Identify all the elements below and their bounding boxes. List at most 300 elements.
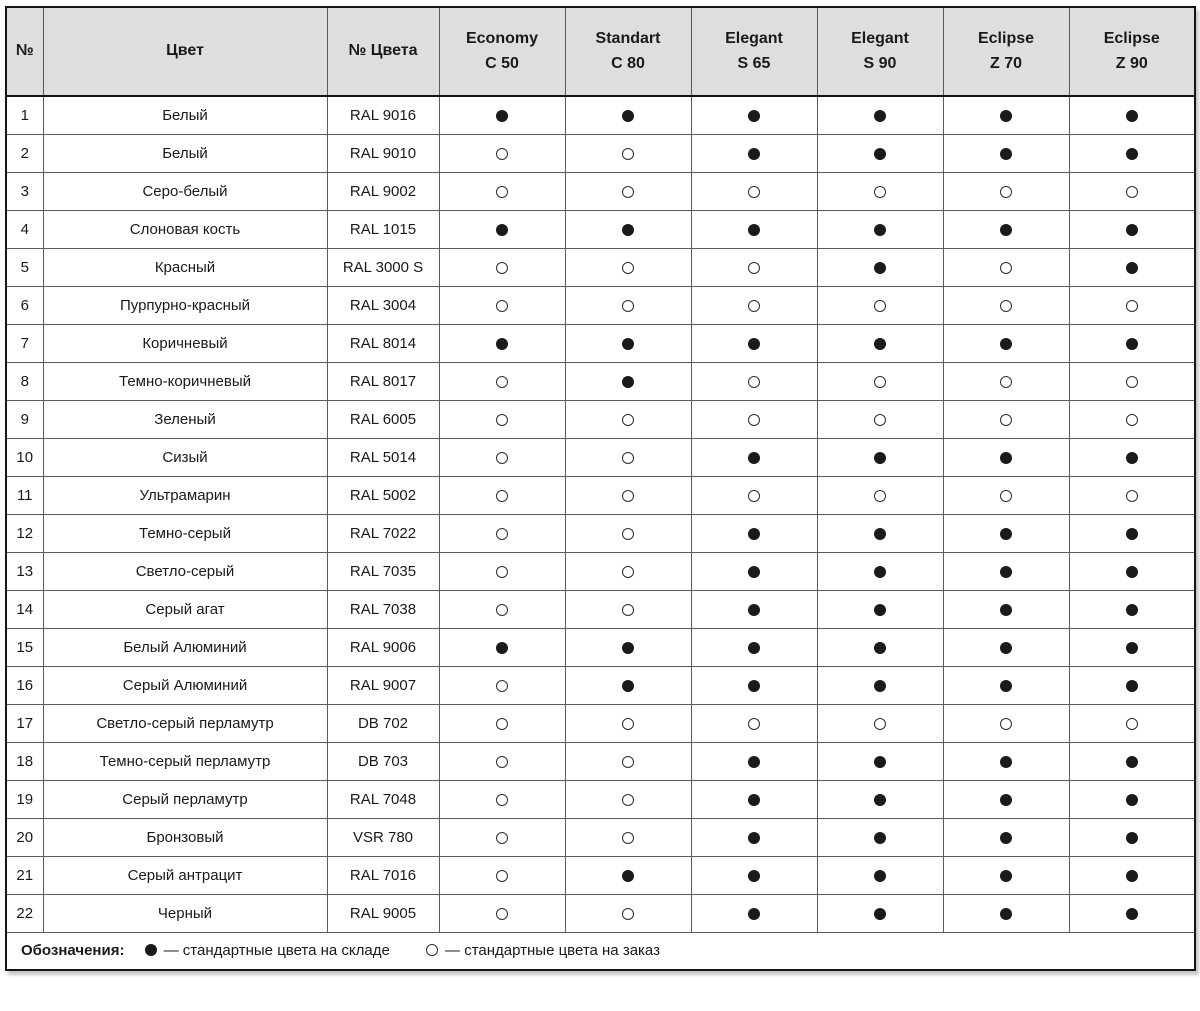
- availability-cell: [565, 134, 691, 172]
- availability-dot: [874, 528, 886, 540]
- color-name: Серый Алюминий: [43, 666, 327, 704]
- availability-dot: [874, 224, 886, 236]
- availability-cell: [439, 666, 565, 704]
- availability-dot: [748, 794, 760, 806]
- availability-dot: [496, 224, 508, 236]
- product-column-header: [1069, 7, 1195, 96]
- availability-dot: [748, 908, 760, 920]
- legend: [6, 932, 1195, 970]
- availability-cell: [817, 134, 943, 172]
- availability-cell: [1069, 666, 1195, 704]
- availability-dot: [622, 300, 634, 312]
- availability-cell: [943, 476, 1069, 514]
- color-code: RAL 8014: [327, 324, 439, 362]
- availability-dot: [874, 680, 886, 692]
- availability-cell: [1069, 324, 1195, 362]
- table-row: [6, 590, 1195, 628]
- color-name: Серый агат: [43, 590, 327, 628]
- availability-cell: [691, 286, 817, 324]
- availability-dot: [1000, 490, 1012, 502]
- availability-cell: [691, 590, 817, 628]
- availability-cell: [1069, 780, 1195, 818]
- col-header-color-num: № Цвета: [327, 7, 439, 96]
- availability-cell: [943, 628, 1069, 666]
- product-model: C 80: [611, 54, 645, 72]
- availability-cell: [817, 552, 943, 590]
- availability-cell: [817, 324, 943, 362]
- availability-dot: [874, 490, 886, 502]
- availability-cell: [565, 286, 691, 324]
- color-code: RAL 9010: [327, 134, 439, 172]
- hollow-dot-icon: [426, 944, 438, 956]
- color-code: RAL 7035: [327, 552, 439, 590]
- availability-dot: [622, 414, 634, 426]
- availability-cell: [565, 400, 691, 438]
- availability-dot: [1126, 908, 1138, 920]
- availability-dot: [1126, 642, 1138, 654]
- filled-dot-icon: [145, 944, 157, 956]
- color-name: Пурпурно-красный: [43, 286, 327, 324]
- availability-dot: [874, 414, 886, 426]
- availability-dot: [1126, 224, 1138, 236]
- availability-dot: [1126, 680, 1138, 692]
- color-name: Серый перламутр: [43, 780, 327, 818]
- availability-dot: [496, 338, 508, 350]
- availability-cell: [439, 134, 565, 172]
- availability-cell: [943, 172, 1069, 210]
- availability-dot: [748, 452, 760, 464]
- availability-cell: [565, 666, 691, 704]
- availability-dot: [622, 186, 634, 198]
- availability-dot: [748, 756, 760, 768]
- availability-dot: [496, 794, 508, 806]
- availability-cell: [817, 780, 943, 818]
- availability-cell: [1069, 856, 1195, 894]
- availability-cell: [439, 818, 565, 856]
- availability-dot: [622, 908, 634, 920]
- availability-dot: [622, 680, 634, 692]
- color-code: RAL 9002: [327, 172, 439, 210]
- table-row: [6, 742, 1195, 780]
- row-number: 8: [6, 362, 43, 400]
- availability-cell: [1069, 172, 1195, 210]
- availability-dot: [622, 262, 634, 274]
- availability-dot: [1126, 414, 1138, 426]
- color-name: Белый: [43, 96, 327, 134]
- availability-cell: [565, 628, 691, 666]
- availability-cell: [565, 780, 691, 818]
- table-row: [6, 248, 1195, 286]
- availability-cell: [691, 210, 817, 248]
- availability-dot: [1000, 642, 1012, 654]
- availability-dot: [1126, 794, 1138, 806]
- availability-dot: [1000, 528, 1012, 540]
- availability-cell: [691, 628, 817, 666]
- availability-cell: [565, 172, 691, 210]
- availability-cell: [817, 704, 943, 742]
- availability-cell: [817, 286, 943, 324]
- availability-dot: [622, 110, 634, 122]
- availability-cell: [943, 96, 1069, 134]
- color-name: Темно-серый перламутр: [43, 742, 327, 780]
- row-number: 22: [6, 894, 43, 932]
- color-name: Белый Алюминий: [43, 628, 327, 666]
- availability-cell: [439, 400, 565, 438]
- availability-dot: [748, 604, 760, 616]
- availability-cell: [817, 856, 943, 894]
- availability-dot: [874, 148, 886, 160]
- availability-dot: [622, 490, 634, 502]
- color-name: Коричневый: [43, 324, 327, 362]
- table-row: [6, 818, 1195, 856]
- color-name: Сизый: [43, 438, 327, 476]
- availability-dot: [496, 604, 508, 616]
- color-code: RAL 8017: [327, 362, 439, 400]
- availability-dot: [748, 490, 760, 502]
- availability-cell: [943, 780, 1069, 818]
- availability-dot: [1000, 680, 1012, 692]
- color-name: Бронзовый: [43, 818, 327, 856]
- availability-cell: [691, 894, 817, 932]
- availability-cell: [1069, 704, 1195, 742]
- row-number: 15: [6, 628, 43, 666]
- availability-cell: [1069, 362, 1195, 400]
- availability-cell: [943, 742, 1069, 780]
- table-row: [6, 172, 1195, 210]
- availability-cell: [565, 894, 691, 932]
- availability-dot: [622, 870, 634, 882]
- availability-dot: [874, 376, 886, 388]
- availability-dot: [622, 566, 634, 578]
- availability-cell: [817, 476, 943, 514]
- availability-dot: [496, 186, 508, 198]
- availability-dot: [1126, 566, 1138, 578]
- availability-dot: [1126, 300, 1138, 312]
- availability-dot: [748, 338, 760, 350]
- availability-dot: [1126, 718, 1138, 730]
- table-row: [6, 666, 1195, 704]
- color-name: Ультрамарин: [43, 476, 327, 514]
- availability-cell: [565, 324, 691, 362]
- row-number: 1: [6, 96, 43, 134]
- availability-cell: [1069, 590, 1195, 628]
- color-code: DB 702: [327, 704, 439, 742]
- availability-cell: [943, 590, 1069, 628]
- availability-dot: [1126, 756, 1138, 768]
- row-number: 13: [6, 552, 43, 590]
- availability-cell: [565, 742, 691, 780]
- availability-dot: [496, 148, 508, 160]
- availability-dot: [496, 718, 508, 730]
- availability-cell: [943, 666, 1069, 704]
- availability-cell: [943, 400, 1069, 438]
- availability-cell: [565, 210, 691, 248]
- product-name: Standart: [595, 29, 661, 47]
- availability-dot: [748, 566, 760, 578]
- availability-cell: [943, 552, 1069, 590]
- product-model: S 65: [737, 54, 771, 72]
- availability-dot: [1000, 300, 1012, 312]
- table-row: [6, 210, 1195, 248]
- availability-cell: [691, 856, 817, 894]
- product-model: C 50: [485, 54, 519, 72]
- availability-dot: [622, 338, 634, 350]
- availability-cell: [439, 628, 565, 666]
- table-row: [6, 704, 1195, 742]
- availability-cell: [943, 704, 1069, 742]
- availability-cell: [817, 742, 943, 780]
- table-row: [6, 362, 1195, 400]
- table-row: [6, 552, 1195, 590]
- availability-cell: [691, 552, 817, 590]
- availability-cell: [1069, 818, 1195, 856]
- product-column-header: [439, 7, 565, 96]
- availability-cell: [817, 210, 943, 248]
- availability-cell: [817, 400, 943, 438]
- availability-dot: [874, 604, 886, 616]
- availability-dot: [1000, 870, 1012, 882]
- color-name: Светло-серый перламутр: [43, 704, 327, 742]
- table-row: [6, 324, 1195, 362]
- color-code: RAL 7048: [327, 780, 439, 818]
- table-row: [6, 894, 1195, 932]
- availability-cell: [565, 248, 691, 286]
- color-code: RAL 1015: [327, 210, 439, 248]
- availability-cell: [691, 96, 817, 134]
- availability-dot: [1000, 338, 1012, 350]
- availability-dot: [1126, 604, 1138, 616]
- availability-dot: [748, 642, 760, 654]
- col-header-num: №: [6, 7, 43, 96]
- availability-dot: [1126, 186, 1138, 198]
- availability-dot: [1126, 832, 1138, 844]
- availability-dot: [748, 832, 760, 844]
- table-row: [6, 628, 1195, 666]
- table-row: [6, 438, 1195, 476]
- color-code: RAL 9006: [327, 628, 439, 666]
- row-number: 2: [6, 134, 43, 172]
- availability-cell: [1069, 476, 1195, 514]
- availability-dot: [1126, 528, 1138, 540]
- availability-dot: [748, 186, 760, 198]
- availability-cell: [1069, 210, 1195, 248]
- color-code: RAL 9016: [327, 96, 439, 134]
- availability-dot: [1126, 110, 1138, 122]
- product-model: Z 70: [989, 54, 1022, 72]
- availability-cell: [1069, 286, 1195, 324]
- availability-dot: [496, 300, 508, 312]
- legend-label: Обозначения:: [21, 942, 125, 960]
- color-name: Красный: [43, 248, 327, 286]
- availability-cell: [439, 362, 565, 400]
- availability-cell: [439, 894, 565, 932]
- availability-cell: [691, 134, 817, 172]
- color-code: RAL 5014: [327, 438, 439, 476]
- availability-dot: [748, 376, 760, 388]
- availability-dot: [874, 262, 886, 274]
- availability-cell: [943, 514, 1069, 552]
- availability-cell: [691, 514, 817, 552]
- availability-dot: [496, 832, 508, 844]
- availability-dot: [1000, 566, 1012, 578]
- row-number: 7: [6, 324, 43, 362]
- col-header-color: Цвет: [43, 7, 327, 96]
- availability-cell: [943, 248, 1069, 286]
- availability-dot: [1126, 262, 1138, 274]
- availability-cell: [691, 780, 817, 818]
- availability-dot: [622, 528, 634, 540]
- availability-cell: [439, 704, 565, 742]
- row-number: 5: [6, 248, 43, 286]
- color-name: Слоновая кость: [43, 210, 327, 248]
- availability-cell: [817, 248, 943, 286]
- color-availability-table: [5, 6, 1196, 971]
- availability-dot: [874, 452, 886, 464]
- availability-dot: [622, 642, 634, 654]
- color-name: Черный: [43, 894, 327, 932]
- availability-dot: [748, 680, 760, 692]
- row-number: 3: [6, 172, 43, 210]
- availability-dot: [748, 528, 760, 540]
- availability-dot: [622, 604, 634, 616]
- availability-cell: [943, 210, 1069, 248]
- availability-dot: [496, 756, 508, 768]
- color-code: RAL 9005: [327, 894, 439, 932]
- availability-dot: [874, 832, 886, 844]
- availability-cell: [1069, 742, 1195, 780]
- availability-dot: [748, 300, 760, 312]
- availability-cell: [1069, 134, 1195, 172]
- availability-dot: [1000, 794, 1012, 806]
- availability-dot: [496, 528, 508, 540]
- availability-dot: [496, 452, 508, 464]
- availability-cell: [817, 818, 943, 856]
- availability-dot: [1000, 832, 1012, 844]
- color-name: Темно-коричневый: [43, 362, 327, 400]
- availability-cell: [439, 438, 565, 476]
- row-number: 9: [6, 400, 43, 438]
- availability-cell: [1069, 438, 1195, 476]
- availability-cell: [565, 362, 691, 400]
- product-name: Elegant: [851, 29, 909, 47]
- row-number: 18: [6, 742, 43, 780]
- availability-cell: [565, 96, 691, 134]
- availability-cell: [943, 856, 1069, 894]
- availability-dot: [496, 376, 508, 388]
- row-number: 10: [6, 438, 43, 476]
- availability-dot: [496, 680, 508, 692]
- availability-dot: [748, 718, 760, 730]
- color-name: Светло-серый: [43, 552, 327, 590]
- table-row: [6, 400, 1195, 438]
- color-code: RAL 3004: [327, 286, 439, 324]
- availability-dot: [496, 908, 508, 920]
- color-name: Серый антрацит: [43, 856, 327, 894]
- availability-dot: [874, 186, 886, 198]
- availability-dot: [748, 262, 760, 274]
- color-code: RAL 7038: [327, 590, 439, 628]
- availability-cell: [439, 210, 565, 248]
- availability-cell: [565, 856, 691, 894]
- availability-dot: [496, 262, 508, 274]
- legend-filled-text: — стандартные цвета на складе: [163, 942, 390, 960]
- product-name: Eclipse: [977, 29, 1035, 47]
- product-column-header: [691, 7, 817, 96]
- row-number: 6: [6, 286, 43, 324]
- availability-dot: [622, 224, 634, 236]
- availability-dot: [748, 414, 760, 426]
- availability-cell: [691, 818, 817, 856]
- row-number: 16: [6, 666, 43, 704]
- row-number: 11: [6, 476, 43, 514]
- availability-dot: [1000, 908, 1012, 920]
- availability-dot: [622, 832, 634, 844]
- availability-dot: [1126, 338, 1138, 350]
- availability-dot: [874, 338, 886, 350]
- availability-cell: [691, 248, 817, 286]
- availability-cell: [691, 400, 817, 438]
- availability-dot: [1000, 718, 1012, 730]
- availability-cell: [943, 818, 1069, 856]
- availability-cell: [565, 514, 691, 552]
- availability-cell: [1069, 514, 1195, 552]
- availability-dot: [1126, 490, 1138, 502]
- availability-dot: [622, 376, 634, 388]
- availability-dot: [496, 490, 508, 502]
- availability-cell: [439, 248, 565, 286]
- availability-cell: [439, 324, 565, 362]
- availability-cell: [943, 894, 1069, 932]
- availability-dot: [874, 794, 886, 806]
- product-name: Eclipse: [1103, 29, 1160, 47]
- color-code: RAL 9007: [327, 666, 439, 704]
- availability-dot: [748, 148, 760, 160]
- availability-dot: [1000, 224, 1012, 236]
- availability-dot: [874, 908, 886, 920]
- availability-dot: [874, 870, 886, 882]
- availability-dot: [1000, 110, 1012, 122]
- availability-cell: [565, 818, 691, 856]
- availability-cell: [817, 438, 943, 476]
- availability-cell: [691, 324, 817, 362]
- availability-dot: [622, 756, 634, 768]
- availability-cell: [1069, 894, 1195, 932]
- product-model: S 90: [863, 54, 897, 72]
- table-row: [6, 476, 1195, 514]
- color-name: Темно-серый: [43, 514, 327, 552]
- availability-cell: [1069, 400, 1195, 438]
- availability-cell: [439, 780, 565, 818]
- availability-cell: [943, 286, 1069, 324]
- availability-cell: [817, 894, 943, 932]
- availability-dot: [622, 452, 634, 464]
- availability-cell: [439, 552, 565, 590]
- availability-dot: [1000, 148, 1012, 160]
- table-row: [6, 780, 1195, 818]
- row-number: 14: [6, 590, 43, 628]
- availability-cell: [691, 476, 817, 514]
- availability-cell: [1069, 628, 1195, 666]
- availability-dot: [748, 224, 760, 236]
- availability-dot: [874, 110, 886, 122]
- availability-dot: [496, 566, 508, 578]
- availability-dot: [874, 300, 886, 312]
- availability-dot: [1126, 870, 1138, 882]
- legend-row: [6, 932, 1195, 970]
- availability-cell: [943, 324, 1069, 362]
- availability-cell: [439, 172, 565, 210]
- availability-cell: [691, 704, 817, 742]
